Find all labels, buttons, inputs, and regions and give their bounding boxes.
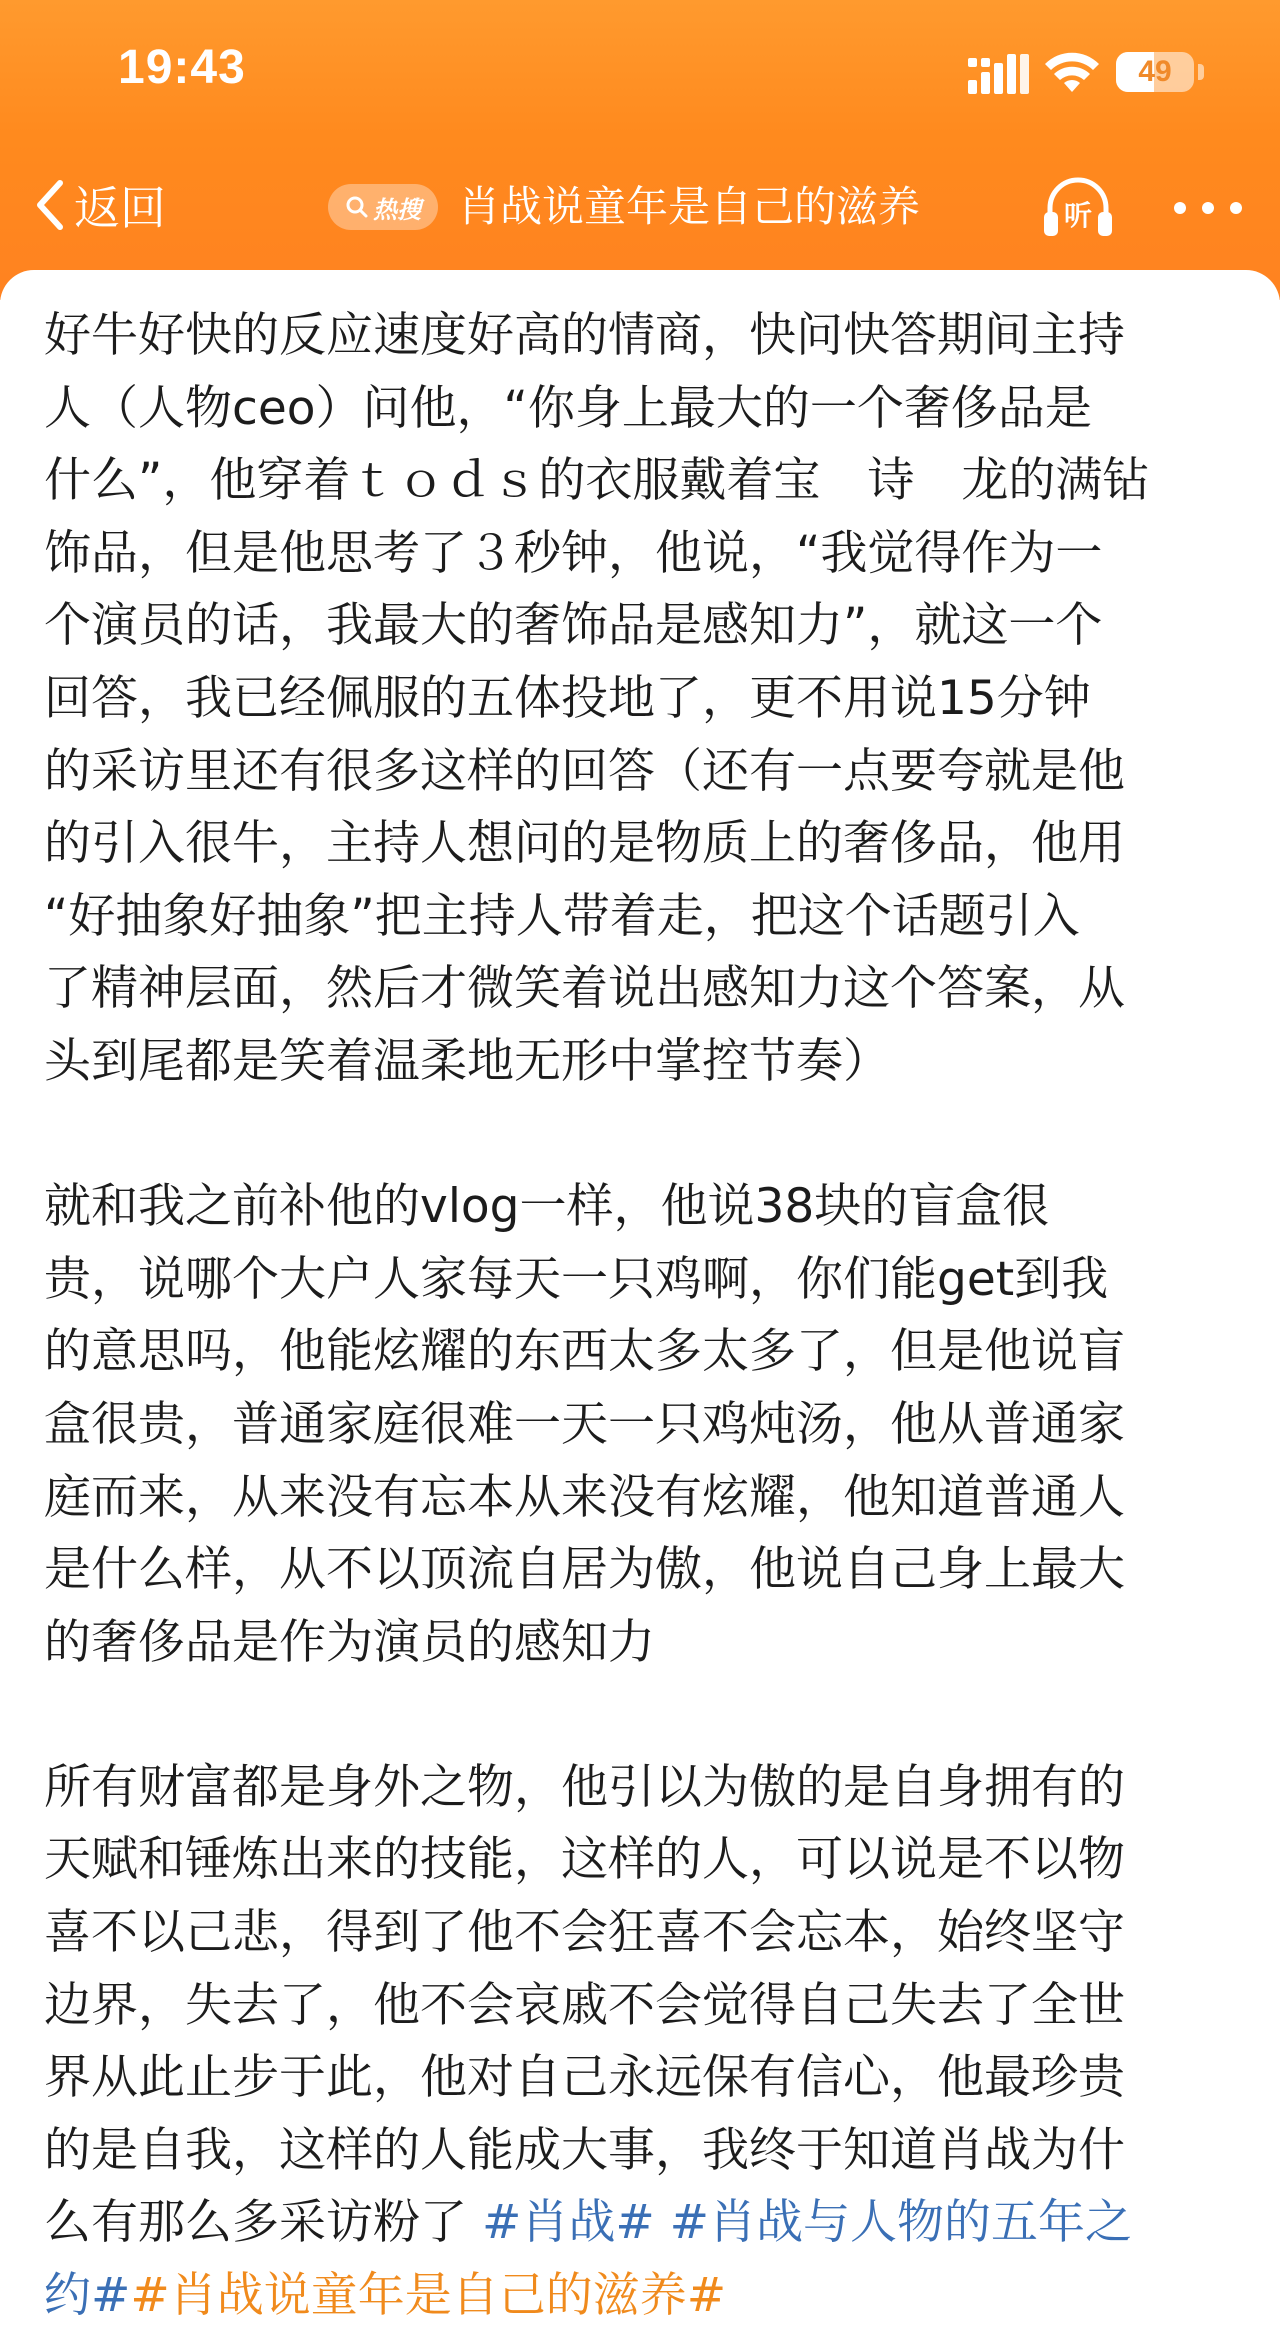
paragraph-2 bbox=[44, 1171, 1244, 1679]
back-button[interactable] bbox=[30, 170, 166, 240]
paragraph-gap bbox=[44, 1679, 1244, 1752]
status-bar bbox=[0, 0, 1280, 140]
text-line: 边界，失去了，他不会哀戚不会觉得自己失去了全世 bbox=[44, 1977, 1125, 2033]
text-line: “好抽象好抽象”把主持人带着走，把这个话题引入 bbox=[44, 888, 1080, 944]
paragraph-gap bbox=[44, 1099, 1244, 1172]
page-title: 肖战说童年是自己的滋养 bbox=[458, 182, 921, 231]
text-line: 的奢侈品是作为演员的感知力 bbox=[44, 1614, 655, 1670]
text-line: 个演员的话，我最大的奢饰品是感知力”，就这一个 bbox=[44, 598, 1103, 654]
nav-bar bbox=[0, 150, 1280, 260]
paragraph-3 bbox=[44, 1752, 1244, 2333]
text-line: 头到尾都是笑着温柔地无形中掌控节奏） bbox=[44, 1033, 890, 1089]
post-content bbox=[0, 270, 1280, 2338]
text-line: 盒很贵，普通家庭很难一天一只鸡炖汤，他从普通家 bbox=[44, 1396, 1125, 1452]
battery-icon bbox=[1116, 52, 1194, 92]
battery-tip bbox=[1198, 64, 1204, 80]
text-line-with-hashtags bbox=[44, 2260, 1244, 2333]
text-line: 就和我之前补他的vlog一样，他说38块的盲盒很 bbox=[44, 1179, 1050, 1235]
text-line: 好牛好快的反应速度好高的情商，快问快答期间主持 bbox=[44, 308, 1125, 363]
text-line: 庭而来，从来没有忘本从来没有炫耀，他知道普通人 bbox=[44, 1469, 1125, 1525]
hot-search-badge[interactable] bbox=[328, 184, 438, 230]
signal-icon bbox=[968, 52, 1030, 94]
text-line: 饰品，但是他思考了３秒钟，他说，“我觉得作为一 bbox=[44, 525, 1103, 581]
text-line: 的意思吗，他能炫耀的东西太多太多了，但是他说盲 bbox=[44, 1324, 1125, 1380]
hashtag-link[interactable]: 约# bbox=[44, 2268, 131, 2324]
paragraph-1 bbox=[44, 300, 1244, 1099]
text-line: 回答，我已经佩服的五体投地了，更不用说15分钟 bbox=[44, 670, 1091, 726]
listen-label: 听 bbox=[1063, 199, 1092, 232]
back-chevron-icon bbox=[30, 175, 70, 235]
hashtag-link[interactable]: #肖战# bbox=[481, 2195, 655, 2251]
battery-level-text: 49 bbox=[1138, 55, 1172, 88]
listen-button[interactable] bbox=[1040, 172, 1116, 242]
header bbox=[0, 0, 1280, 300]
wifi-icon bbox=[1044, 50, 1100, 94]
text-line-with-hashtags bbox=[44, 2187, 1244, 2260]
text-line: 界从此止步于此，他对自己永远保有信心，他最珍贵 bbox=[44, 2050, 1125, 2106]
more-icon[interactable] bbox=[1168, 188, 1248, 228]
text-line: 的采访里还有很多这样的回答（还有一点要夸就是他 bbox=[44, 743, 1125, 799]
text-line: 喜不以己悲，得到了他不会狂喜不会忘本，始终坚守 bbox=[44, 1905, 1125, 1961]
text-line: 的是自我，这样的人能成大事，我终于知道肖战为什 bbox=[44, 2122, 1125, 2178]
text-line: 天赋和锤炼出来的技能，这样的人，可以说是不以物 bbox=[44, 1832, 1125, 1888]
post-body bbox=[44, 300, 1244, 2333]
text-line: 人（人物ceo）问他，“你身上最大的一个奢侈品是 bbox=[44, 380, 1092, 436]
hot-badge-label: 热搜 bbox=[373, 195, 421, 224]
text-line: 贵，说哪个大户人家每天一只鸡啊，你们能get到我 bbox=[44, 1251, 1109, 1307]
text-span: 么有那么多采访粉了 bbox=[44, 2195, 482, 2251]
text-line: 所有财富都是身外之物，他引以为傲的是自身拥有的 bbox=[44, 1759, 1125, 1815]
search-icon bbox=[345, 195, 369, 219]
text-line: 的引入很牛，主持人想问的是物质上的奢侈品，他用 bbox=[44, 816, 1125, 872]
text-line: 什么”，他穿着ｔｏｄｓ的衣服戴着宝 诗 龙的满钻 bbox=[44, 453, 1150, 509]
text-line: 是什么样，从不以顶流自居为傲，他说自己身上最大 bbox=[44, 1542, 1125, 1598]
status-time: 19:43 bbox=[118, 41, 246, 94]
hashtag-link[interactable]: #肖战与人物的五年之 bbox=[654, 2195, 1133, 2251]
text-line: 了精神层面，然后才微笑着说出感知力这个答案，从 bbox=[44, 961, 1125, 1017]
hashtag-link-hot[interactable]: #肖战说童年是自己的滋养# bbox=[130, 2268, 727, 2324]
back-label: 返回 bbox=[74, 181, 166, 235]
